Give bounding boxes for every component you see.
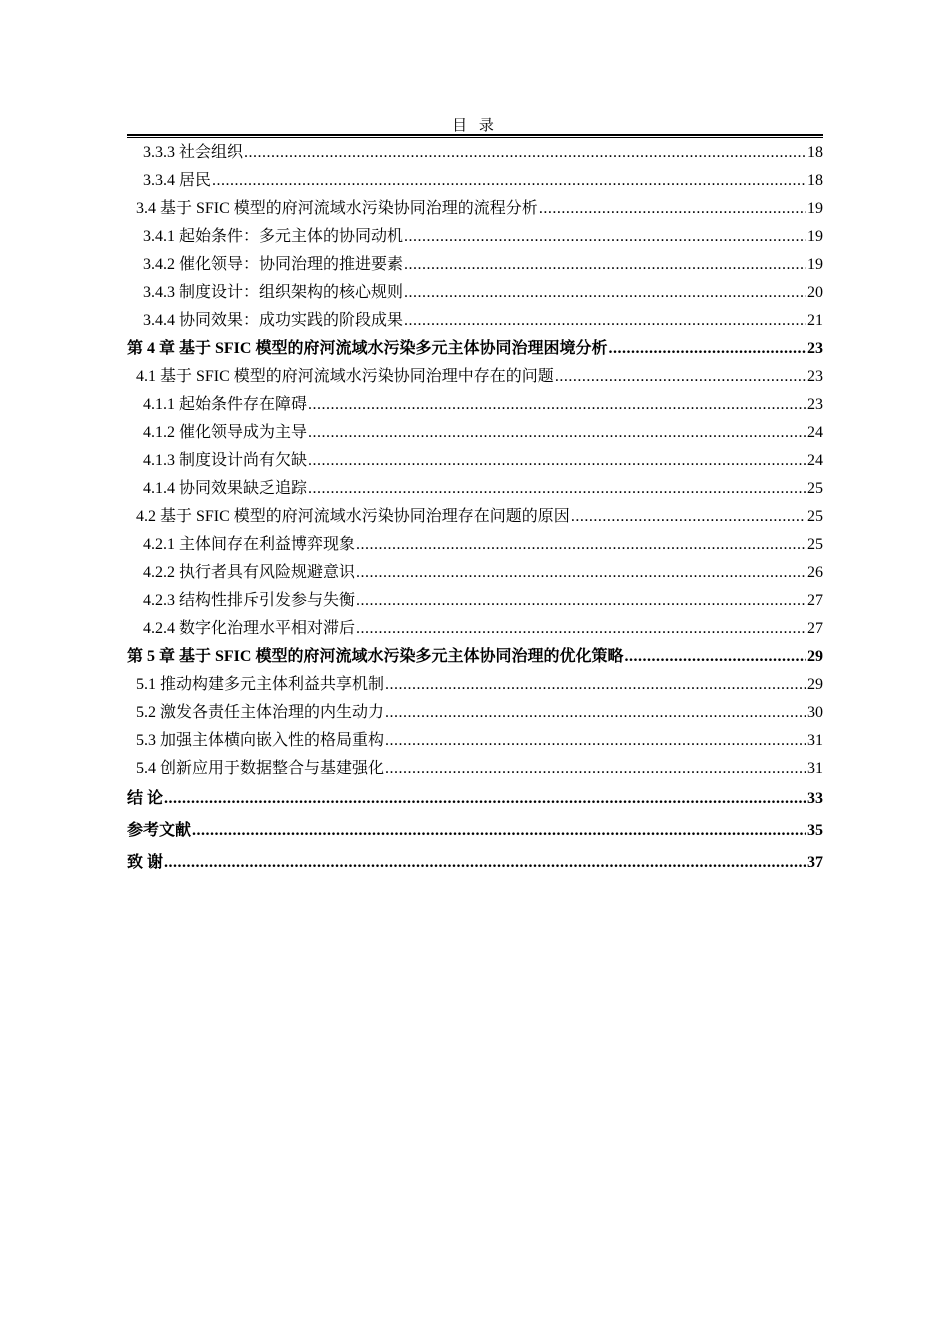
toc-entry-acknowledgements[interactable]: [127, 847, 823, 879]
toc-leader-dots: [356, 559, 806, 587]
toc-entry-title: 5.3 加强主体横向嵌入性的格局重构: [136, 732, 385, 749]
toc-leader-dots: [212, 167, 806, 195]
toc-entry-title: 5.4 创新应用于数据整合与基建强化: [136, 760, 385, 777]
toc-leader-dots: [308, 447, 806, 475]
toc-entry[interactable]: [127, 727, 823, 755]
header-rule-thick: [127, 134, 823, 136]
toc-entry-page: 19: [807, 228, 823, 245]
toc-entry-page: 20: [807, 284, 823, 301]
toc-entry-page: 25: [807, 536, 823, 553]
toc-entry-title: 4.2.1 主体间存在利益博弈现象: [143, 536, 356, 553]
toc-entry[interactable]: [127, 307, 823, 335]
toc-entry[interactable]: [127, 447, 823, 475]
toc-leader-dots: [608, 335, 806, 363]
toc-entry[interactable]: [127, 167, 823, 195]
toc-entry[interactable]: [127, 279, 823, 307]
toc-entry-page: 29: [807, 648, 823, 665]
toc-entry-title: 3.4.2 催化领导：协同治理的推进要素: [143, 256, 404, 273]
toc-entry-title: 4.2.3 结构性排斥引发参与失衡: [143, 592, 356, 609]
toc-leader-dots: [385, 755, 806, 783]
toc-entry-page: 31: [807, 732, 823, 749]
toc-leader-dots: [539, 195, 806, 223]
toc-entry-title: 3.4.3 制度设计：组织架构的核心规则: [143, 284, 404, 301]
toc-leader-dots: [308, 419, 806, 447]
toc-entry-title: 5.1 推动构建多元主体利益共享机制: [136, 676, 385, 693]
toc-entry-page: 30: [807, 704, 823, 721]
toc-entry[interactable]: [127, 531, 823, 559]
toc-entry-title: 4.1 基于 SFIC 模型的府河流域水污染协同治理中存在的问题: [136, 368, 554, 385]
toc-entry[interactable]: [127, 475, 823, 503]
toc-leader-dots: [404, 279, 806, 307]
toc-entry-title: 结 论: [127, 790, 164, 807]
toc-entry-title: 5.2 激发各责任主体治理的内生动力: [136, 704, 385, 721]
toc-entry-page: 25: [807, 480, 823, 497]
toc-entry-chapter[interactable]: [127, 335, 823, 363]
toc-entry-title: 第 5 章 基于 SFIC 模型的府河流域水污染多元主体协同治理的优化策略: [127, 648, 624, 665]
toc-entry-page: 21: [807, 312, 823, 329]
toc-entry-page: 31: [807, 760, 823, 777]
toc-entry[interactable]: [127, 671, 823, 699]
header-rule-thin: [127, 137, 823, 138]
toc-entry-title: 3.3.3 社会组织: [143, 144, 244, 161]
toc-entry[interactable]: [127, 615, 823, 643]
toc-entry[interactable]: [127, 139, 823, 167]
toc-leader-dots: [624, 643, 806, 671]
toc-leader-dots: [164, 847, 806, 879]
toc-leader-dots: [356, 587, 806, 615]
toc-entry-title: 3.4.1 起始条件：多元主体的协同动机: [143, 228, 404, 245]
toc-entry[interactable]: [127, 587, 823, 615]
toc-entry-page: 33: [807, 790, 823, 807]
toc-entry-page: 27: [807, 620, 823, 637]
toc-entry-page: 19: [807, 200, 823, 217]
toc-entry-title: 3.3.4 居民: [143, 172, 212, 189]
toc-leader-dots: [571, 503, 806, 531]
toc-entry-page: 24: [807, 452, 823, 469]
toc-leader-dots: [404, 307, 806, 335]
toc-entry-page: 26: [807, 564, 823, 581]
toc-entry-page: 37: [807, 854, 823, 871]
toc-entry-title: 4.1.1 起始条件存在障碍: [143, 396, 308, 413]
toc-entry-page: 29: [807, 676, 823, 693]
toc-entry-page: 19: [807, 256, 823, 273]
toc-entry-title: 4.1.3 制度设计尚有欠缺: [143, 452, 308, 469]
toc-leader-dots: [244, 139, 806, 167]
toc-entry-page: 23: [807, 396, 823, 413]
toc-entry[interactable]: [127, 559, 823, 587]
toc-entry-title: 4.1.4 协同效果缺乏追踪: [143, 480, 308, 497]
toc-entry[interactable]: [127, 755, 823, 783]
toc-leader-dots: [192, 815, 806, 847]
toc-leader-dots: [385, 727, 806, 755]
toc-entry-title: 3.4 基于 SFIC 模型的府河流域水污染协同治理的流程分析: [136, 200, 538, 217]
toc-entry-page: 23: [807, 368, 823, 385]
toc-leader-dots: [404, 251, 806, 279]
toc-entry[interactable]: [127, 251, 823, 279]
toc-leader-dots: [356, 531, 806, 559]
toc-entry-page: 35: [807, 822, 823, 839]
toc-entry-title: 3.4.4 协同效果：成功实践的阶段成果: [143, 312, 404, 329]
toc-leader-dots: [385, 671, 806, 699]
toc-entry-page: 18: [807, 172, 823, 189]
toc-entry-title: 4.1.2 催化领导成为主导: [143, 424, 308, 441]
toc-leader-dots: [308, 475, 806, 503]
toc-entry-title: 第 4 章 基于 SFIC 模型的府河流域水污染多元主体协同治理困境分析: [127, 340, 608, 357]
table-of-contents: [127, 139, 823, 879]
toc-entry-title: 4.2.2 执行者具有风险规避意识: [143, 564, 356, 581]
toc-entry-references[interactable]: [127, 815, 823, 847]
toc-entry-page: 18: [807, 144, 823, 161]
toc-entry-title: 4.2 基于 SFIC 模型的府河流域水污染协同治理存在问题的原因: [136, 508, 570, 525]
toc-entry-page: 27: [807, 592, 823, 609]
toc-entry[interactable]: [127, 391, 823, 419]
toc-entry[interactable]: [127, 195, 823, 223]
toc-leader-dots: [555, 363, 806, 391]
toc-entry-conclusion[interactable]: [127, 783, 823, 815]
toc-leader-dots: [164, 783, 806, 815]
toc-entry[interactable]: [127, 503, 823, 531]
toc-entry-chapter[interactable]: [127, 643, 823, 671]
toc-entry[interactable]: [127, 363, 823, 391]
toc-entry-page: 23: [807, 340, 823, 357]
toc-entry-title: 致 谢: [127, 854, 164, 871]
toc-entry-title: 4.2.4 数字化治理水平相对滞后: [143, 620, 356, 637]
toc-leader-dots: [404, 223, 806, 251]
toc-entry-page: 24: [807, 424, 823, 441]
toc-leader-dots: [385, 699, 806, 727]
toc-leader-dots: [356, 615, 806, 643]
toc-entry[interactable]: [127, 419, 823, 447]
toc-entry[interactable]: [127, 699, 823, 727]
toc-entry[interactable]: [127, 223, 823, 251]
toc-entry-page: 25: [807, 508, 823, 525]
toc-entry-title: 参考文献: [127, 822, 192, 839]
page-header-title: 目 录: [452, 118, 498, 134]
toc-leader-dots: [308, 391, 806, 419]
